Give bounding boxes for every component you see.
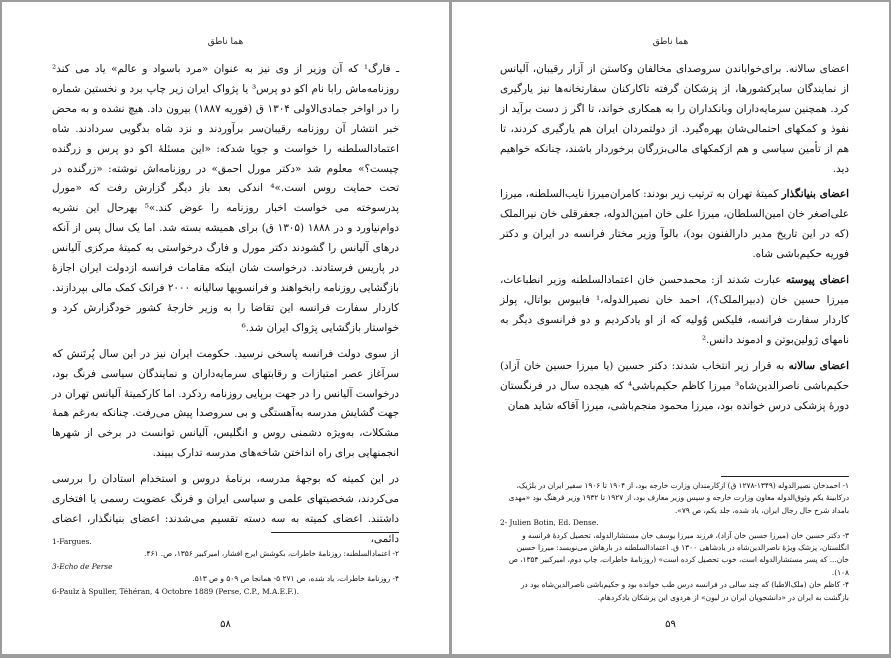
footnote: 1-Fargues. (52, 537, 92, 546)
paragraph-text: کمیتهٔ تهران به ترتیب زیر بودند: کامران‌میرزا نایب‌السلطنه، میرزا علی‌اصغر خان امین‌السلطان، میرزا علی خان امین‌الدوله، جعفرقلی خان نیرالملک (که در این تاریخ مدیر دارالفنون بود)، بالوآ وزیر مختار فرانسه در ایران و دکتر فوریه حکیم‌باشی شاه. (500, 188, 849, 261)
paragraph (500, 357, 849, 417)
paragraph (500, 271, 849, 351)
paragraph-text: اعضای سالانه. برای‌خواباندن سروصدای مخالفان وکاستن از آزار رقیبان، آلیانس از نمایندگان سایرکشورها، از پزشکان گرفته تاکارکنان سفارتخانه‌ها نیز یارگیری کرد. همچنین سرمایه‌داران وبانکداران را به همکاری خواند، تا اگر ز دست برآید از نفوذ و کمکهای احتمالی‌شان بهره‌گیرد. از دولتمردان ایران هم یارگیری کردند، تا هم از تأمین سیاسی و هم ازکمکهای مالی‌بزرگان برخوردار باشند، چنانکه خواهیم دید. (500, 63, 849, 175)
paragraph-text: به قرار زیر انتخاب شدند: دکتر حسین (یا میرزا حسین خان آزاد) حکیم‌باشی ناصرالدین‌شاه³ میرزا کاظم حکیم‌باشی⁴ که هیجده سال در فرنگستان دورهٔ پزشکی درس خوانده بود، میرزا محمود منجم‌باشی، میرزا آقاکه شاید همان (500, 359, 849, 412)
footnote: 3-Echo de Perse (52, 561, 113, 571)
paragraph (500, 60, 849, 179)
footnote-rule (271, 532, 399, 533)
right-page (452, 2, 889, 654)
body-text (500, 60, 849, 422)
page-number: ۵۹ (665, 619, 676, 630)
page-number: ۵۸ (220, 619, 231, 630)
footnote: ۱- احمدخان نصیرالدوله (۱۳۴۹-۱۲۷۸ ق) ازکارمندان وزارت خارجه بود، از ۱۹۰۴ تا ۱۹۰۶ سفیر ایران در بلژیک، درکابینهٔ یکم وثوق‌الدوله معاون وزارت خارجه و سپس وزیر معارف بود، از ۱۹۲۷ تا ۱۹۳۲ وزیر فرهنگ بود «مهدی بامداد شرح حال رجال ایران، یاد شده، جلد یکم، ص ۷۹». (508, 481, 849, 515)
running-header: هما ناطق (652, 37, 689, 47)
footnote: 6-Paulz à Spuller, Téhéran, 4 Octobre 1889 (Perse, C.P., M.A.E.F.). (52, 586, 299, 596)
footnotes (500, 476, 849, 604)
paragraph-text: عبارت شدند از: محمدحسن خان اعتمادالسلطنه وزیر انطباعات، میرزا حسین خان (دبیرالملک؟)، احمد خان نصیرالدوله،¹ فابیوس بواتال، پولز کاردار سفارت فرانسه، فلیکس وُولیه که از او یادکردیم و دو فرانسوی دیگر به نامهای ژولین‌بوتن و ادموند دانس.² (500, 274, 849, 346)
footnotes (52, 532, 399, 598)
footnote: ۴- کاظم خان (ملک‌الاطبا) که چند سالی در فرانسه درس طب خوانده بود و حکیم‌باشی ناصرالدین‌شاه بود در بازگشت به ایران در «دانشجویان ایران در لیون» از هردوی این پزشکان یادکردهام. (520, 580, 849, 602)
paragraph: از سوی دولت فرانسه پاسخی نرسید. حکومت ایران نیز در این سال پُرتَنش که سرآغاز عصر امتیازات و رقابتهای سرمایه‌داران و نمایندگان سیاسی فرنگ بود، درخواست آلیانس را در جهت برپایی روزنامه ردکرد. اما کارکمیتهٔ آلیانس تهران در جهت گشایش مدرسه به‌آهستگی و بی سروصدا پیش می‌رفت. چنانکه به‌رغم همهٔ مشکلات، به‌ویژه دشمنی روس و انگلیس، آلیانس توانست در برخی از شهرها انجمنهایی برای راه انداختن شاخه‌های مدرسه تدارک ببیند. (52, 347, 399, 460)
paragraph-term: اعضای بنیانگذار (781, 188, 849, 201)
paragraph: ـ فارگ¹ که آن وزیر از وی نیز به عنوان «مرد باسواد و عالم» یاد می کند² روزنامه‌ماش رابا نام اکو دو پرس³ یا پژواک ایران زیر چاپ برد و نخستین شماره را در اواخر جمادی‌الاولی ۱۳۰۴ ق (فوریه ۱۸۸۷) بیرون داد. هیچ نشده و به محض خبر انتشار آن روزنامه رقیبان‌سر برآوردند و نزد شاه بدگویی سردادند. شاه اعتمادالسلطنه را خواست و جویا شدکه: «این مسئلهٔ اکو دو پرس و زرگنده چیست؟» معلوم شد «دکتر مورل احمق» در روزنامه‌اش نوشته: «زرگنده در تحت حمایت روس است.»⁴ اندکی بعد باز دیگر گزارش رفت که «مورل پدرسوخته می خواست اخبار روزنامه را عوض کند.»⁵ بهرحال این نشریه دوام‌نیاورد و در ۱۸۸۸ (۱۳۰۵ ق) برای همیشه بسته شد. اما یک سال پس از آنکه درهای آلیانس را گشودند دکتر مورل و فارگ درخواستی به کمیتهٔ مرکزی آلیانس در پاریس فرستادند. درخواست شان اینکه مقامات فرانسه ازدولت ایران اجازهٔ بازگشایی روزنامه رابخواهند و فرانسویها سالیانه ۲۰۰۰ فرانک کمک مالی بپردازند. کاردار سفارت فرانسه این تقاضا را به وزیر خارجهٔ کشور خودگزارش کرد و خواستار بازگشایی پژواک ایران شد.⁶ (52, 63, 400, 334)
paragraph-term: اعضای سالانه (788, 359, 850, 372)
left-page (2, 2, 449, 654)
body-text (52, 60, 399, 556)
running-header: هما ناطق (207, 37, 244, 47)
footnote: ۳- دکتر حسین خان (میرزا حسین خان آزاد)، فرزند میرزا یوسف خان مستشارالدوله، تحصیل کردهٔ فرانسه و انگلستان، پزشک ویژهٔ ناصرالدین‌شاه در بادشاهی ۱۳۰۰ ق. اعتمادالسلطنه در بارهاش می‌نویسد: میرزا حسین خان... که پسر مستشارالدوله است، خوب تحصیل کرده است» (روزنامهٔ خاطرات، چاپ دوم، امیرکبیر ۱۳۵۴، ص ۱۰۸). (508, 530, 849, 577)
paragraph: در این کمیته که بوجههٔ مدرسه، برنامهٔ دروس و استخدام استادان را بررسی می‌کردند، شخصیتهای علمی و سیاسی ایران و فرنگ عضویت رسمی یا افتخاری داشتند. اعضای کمیته به سه دسته تقسیم می‌شدند: اعضای بنیانگذار، اعضای دائمی، (52, 473, 399, 545)
footnote-rule (721, 476, 849, 477)
footnote: 2- Julien Botin, Ed. Dense. (500, 518, 599, 528)
footnote: ۲- اعتمادالسلطنه: روزنامهٔ خاطرات، بکوشش ایرج افشار، امیرکبیر ۱۳۵۶، ص. ۴۶۱. (144, 549, 399, 559)
paragraph (500, 185, 849, 265)
paragraph-term: اعضای پیوسته (785, 274, 849, 287)
footnote: ۴- روزنامهٔ خاطرات، یاد شده، ص ۲۷۱ ۵- همانجا ص ۵۰۹ و ص ۵۱۳. (192, 574, 399, 584)
